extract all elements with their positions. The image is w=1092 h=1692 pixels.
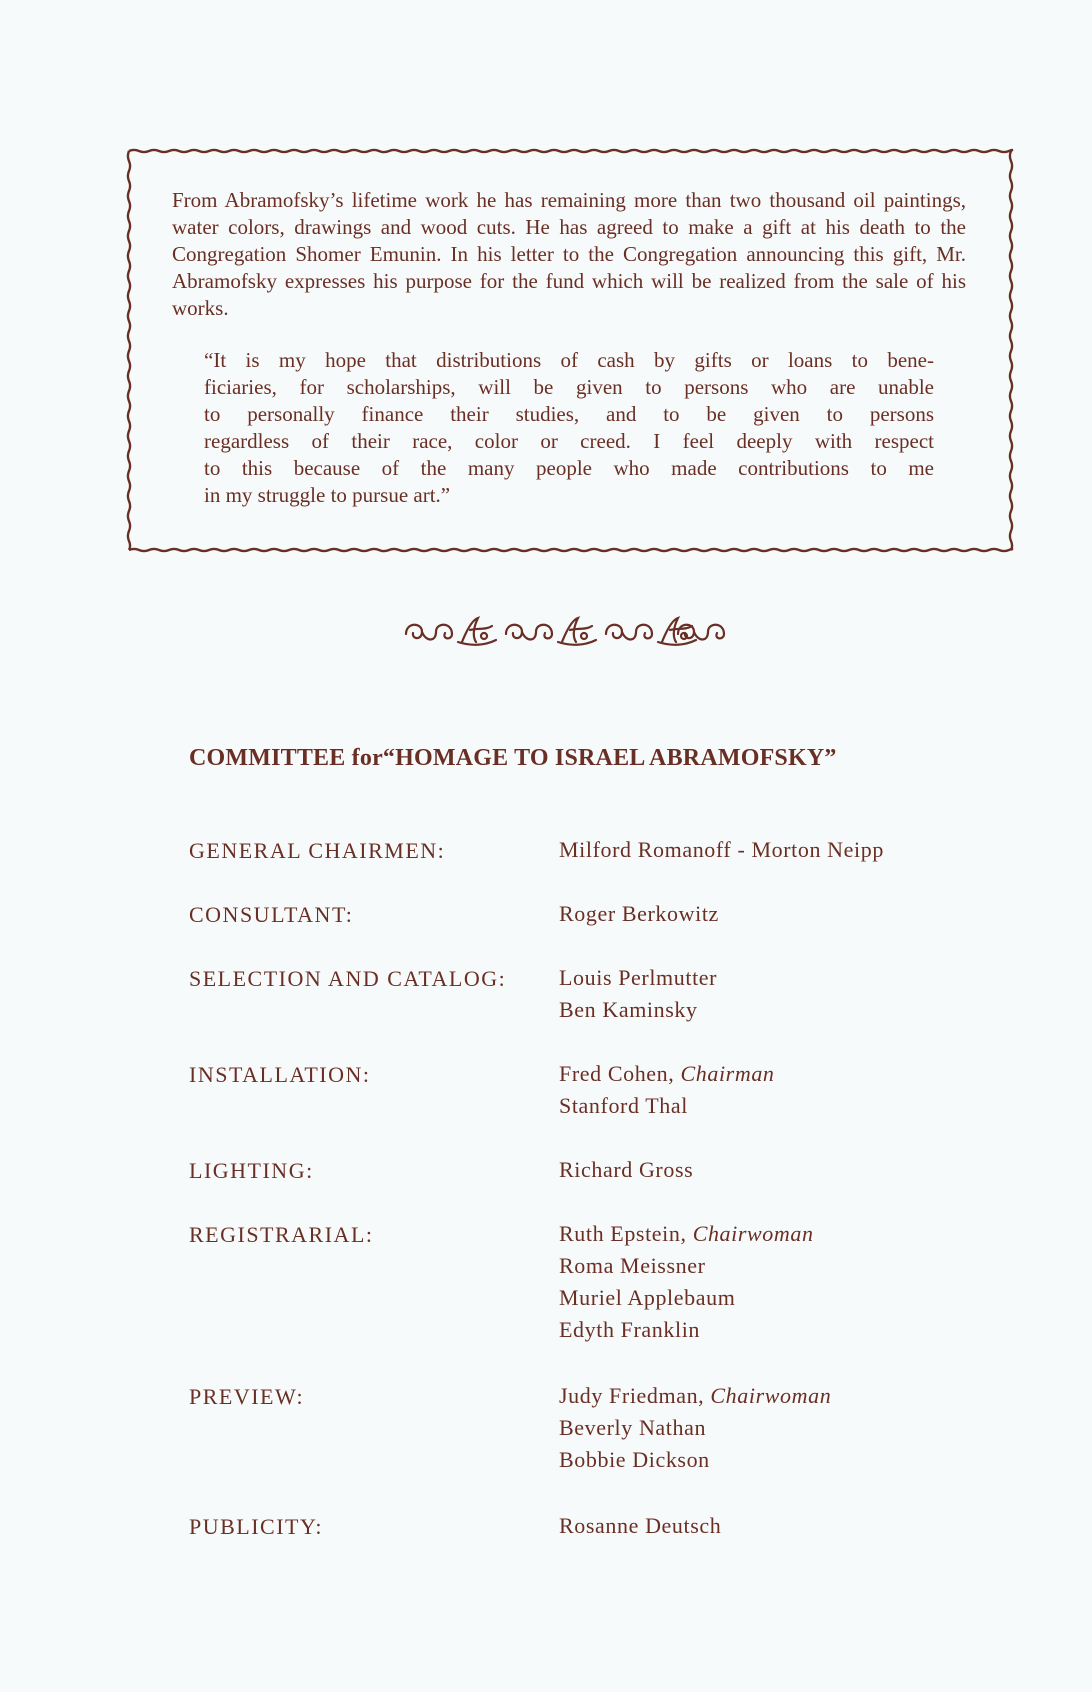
quote-line: “It is my hope that distributions of cash by gifts or loans to bene- <box>204 348 934 372</box>
names-preview <box>559 1380 831 1476</box>
member-name: Ben Kaminsky <box>559 997 698 1022</box>
member-name: Edyth Franklin <box>559 1317 701 1342</box>
role-publicity: PUBLICITY: <box>189 1514 323 1539</box>
member-name: Fred Cohen, <box>559 1061 675 1086</box>
committee-role-title: Chairwoman <box>692 1221 814 1246</box>
member-name-with-title <box>559 1058 775 1090</box>
quote-line: in my struggle to pursue art.” <box>204 483 451 507</box>
role-registrarial: REGISTRARIAL: <box>189 1222 374 1247</box>
committee-role-title: Chairwoman <box>710 1383 832 1408</box>
role-selection-and-catalog: SELECTION AND CATALOG: <box>189 966 507 991</box>
names-general-chairmen <box>559 834 884 866</box>
member-name: Bobbie Dickson <box>559 1447 710 1472</box>
member-name-with-title <box>559 1380 831 1412</box>
quote-line: to personally finance their studies, and to be given to persons <box>204 402 934 426</box>
names-selection-and-catalog <box>559 962 717 1026</box>
role-consultant: CONSULTANT: <box>189 902 354 927</box>
role-installation: INSTALLATION: <box>189 1062 371 1087</box>
member-name: Roma Meissner <box>559 1253 706 1278</box>
member-name: Louis Perlmutter <box>559 965 718 990</box>
member-name: Richard Gross <box>559 1157 694 1182</box>
names-lighting <box>559 1154 693 1186</box>
member-name-with-title <box>559 1218 814 1250</box>
role-preview: PREVIEW: <box>189 1384 305 1409</box>
names-consultant <box>559 898 719 930</box>
member-name: Judy Friedman, <box>559 1383 705 1408</box>
names-registrarial <box>559 1218 814 1346</box>
member-name: Ruth Epstein, <box>559 1221 687 1246</box>
member-name: Stanford Thal <box>559 1093 688 1118</box>
names-installation <box>559 1058 775 1122</box>
member-name: Rosanne Deutsch <box>559 1513 722 1538</box>
member-name: Muriel Applebaum <box>559 1285 736 1310</box>
intro-paragraph: From Abramofsky’s lifetime work he has remaining more than two thousand oil paintings, water colors, drawings and wood cuts. He has agreed to make a gift at his death to the Congregation Shomer Emunin. In his letter to the Congregation announcing this gift, Mr. Abramofsky expresses his purpose for the fund which will be realized from the sale of his works. <box>172 188 966 320</box>
member-name: Milford Romanoff - Morton Neipp <box>559 837 884 862</box>
quote-line: ficiaries, for scholarships, will be given to persons who are unable <box>204 375 934 399</box>
committee-title: COMMITTEE for“HOMAGE TO ISRAEL ABRAMOFSKY” <box>189 745 837 771</box>
committee-role-title: Chairman <box>680 1061 775 1086</box>
role-lighting: LIGHTING: <box>189 1158 314 1183</box>
member-name: Beverly Nathan <box>559 1415 707 1440</box>
quote-line: to this because of the many people who made contributions to me <box>204 456 934 480</box>
names-publicity <box>559 1510 721 1542</box>
role-general-chairmen: GENERAL CHAIRMEN: <box>189 838 446 863</box>
quote-line: regardless of their race, color or creed. I feel deeply with respect <box>204 429 934 453</box>
member-name: Roger Berkowitz <box>559 901 719 926</box>
